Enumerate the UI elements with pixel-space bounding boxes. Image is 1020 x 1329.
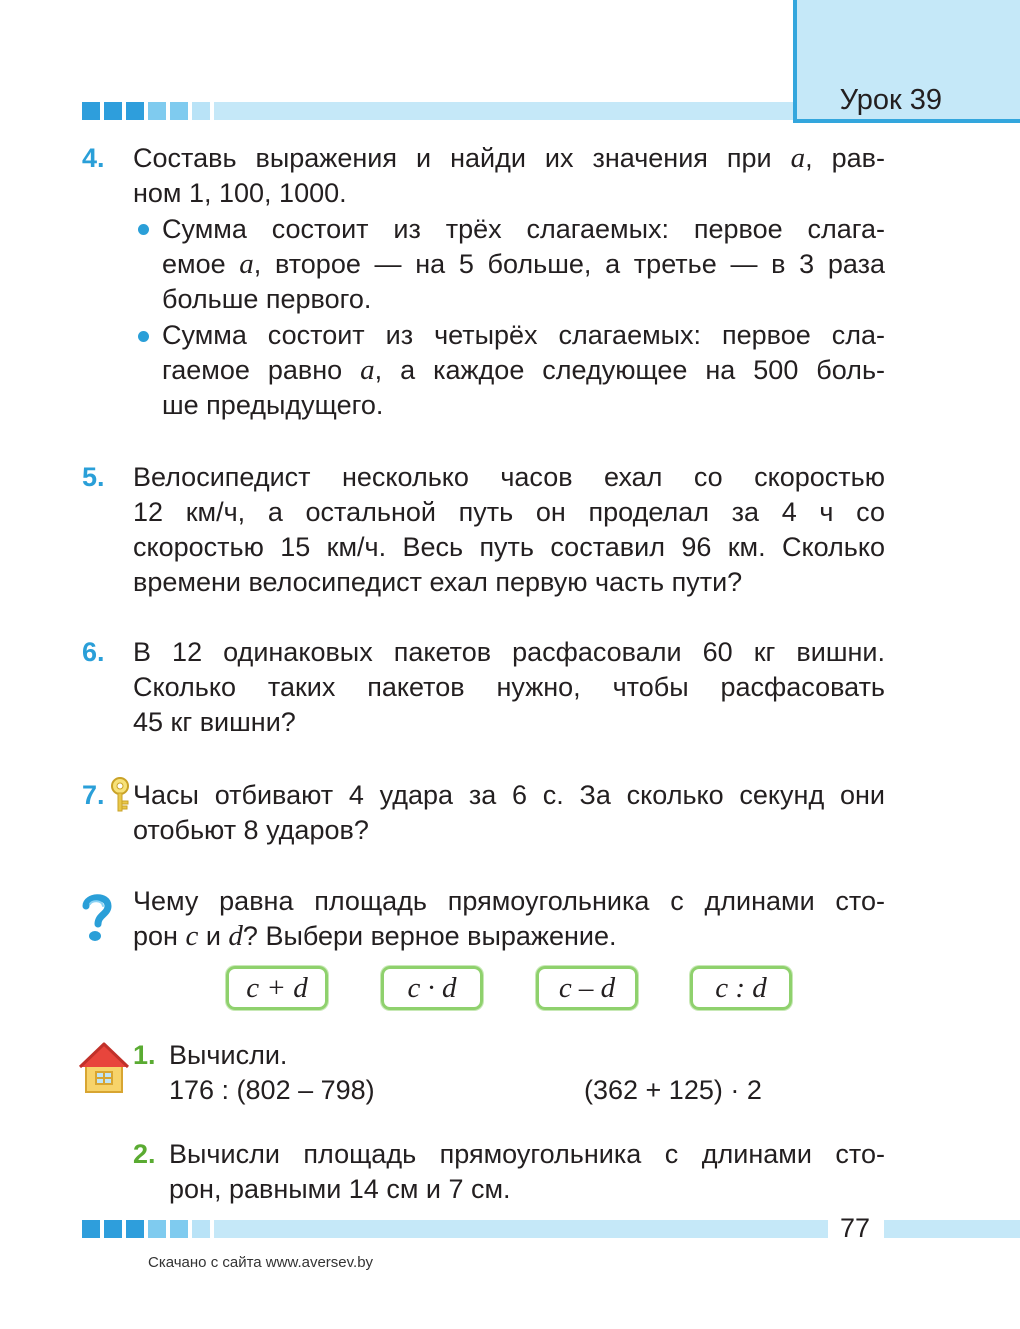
task-number: 7. — [82, 780, 105, 810]
footer-decor-bar — [884, 1220, 1020, 1238]
bullet — [138, 331, 149, 342]
task-4-bullet-1: Сумма состоит из трёх слагаемых: первое слага- емое a, второе — на 5 больше, а третье — в 3 раза больше первого. — [162, 214, 885, 314]
task-5-text: Велосипедист несколько часов ехал со скоростью 12 км/ч, а остальной путь он проделал за 4 ч со скоростью 15 км/ч. Весь путь составил 96 км. Сколько времени велосипедист ехал первую часть пути? — [133, 462, 885, 597]
question-text: Чему равна площадь прямоугольника с длинами сто- рон c и d? Выбери верное выражение. — [133, 886, 885, 952]
question-mark-icon — [80, 892, 114, 944]
house-icon — [76, 1040, 132, 1096]
header-decor-strip — [82, 102, 793, 120]
task-7-text: Часы отбивают 4 удара за 6 с. За сколько секунд они отобьют 8 ударов? — [133, 780, 885, 845]
answer-option[interactable]: c · d — [381, 966, 483, 1010]
source-note: Скачано с сайта www.aversev.by — [148, 1254, 374, 1271]
page-number: 77 — [840, 1213, 871, 1243]
answer-option[interactable]: c : d — [690, 966, 792, 1010]
task-6-text: В 12 одинаковых пакетов расфасовали 60 кг вишни. Сколько таких пакетов нужно, чтобы расфасовать 45 кг вишни? — [133, 637, 885, 737]
lesson-title: Урок 39 — [839, 84, 942, 116]
footer-decor-strip — [82, 1220, 828, 1238]
key-icon — [107, 776, 133, 814]
task-number: 5. — [82, 462, 105, 492]
homework-1-title: Вычисли. — [169, 1040, 288, 1070]
homework-number: 1. — [133, 1040, 156, 1070]
homework-1-expr-1: 176 : (802 – 798) — [169, 1075, 375, 1105]
answer-option[interactable]: c + d — [226, 966, 328, 1010]
task-number: 4. — [82, 143, 105, 173]
answer-option[interactable]: c – d — [536, 966, 638, 1010]
task-4-bullet-2: Сумма состоит из четырёх слагаемых: первое сла- гаемое равно a, а каждое следующее на 500 боль- ше предыдущего. — [162, 320, 885, 420]
homework-number: 2. — [133, 1139, 156, 1169]
task-4-text: Составь выражения и найди их значения при a, рав- ном 1, 100, 1000. — [133, 142, 885, 208]
homework-1-expr-2: (362 + 125) · 2 — [584, 1075, 762, 1105]
bullet — [138, 224, 149, 235]
homework-2-text: Вычисли площадь прямоугольника с длинами сто- рон, равными 14 см и 7 см. — [169, 1139, 885, 1204]
task-number: 6. — [82, 637, 105, 667]
